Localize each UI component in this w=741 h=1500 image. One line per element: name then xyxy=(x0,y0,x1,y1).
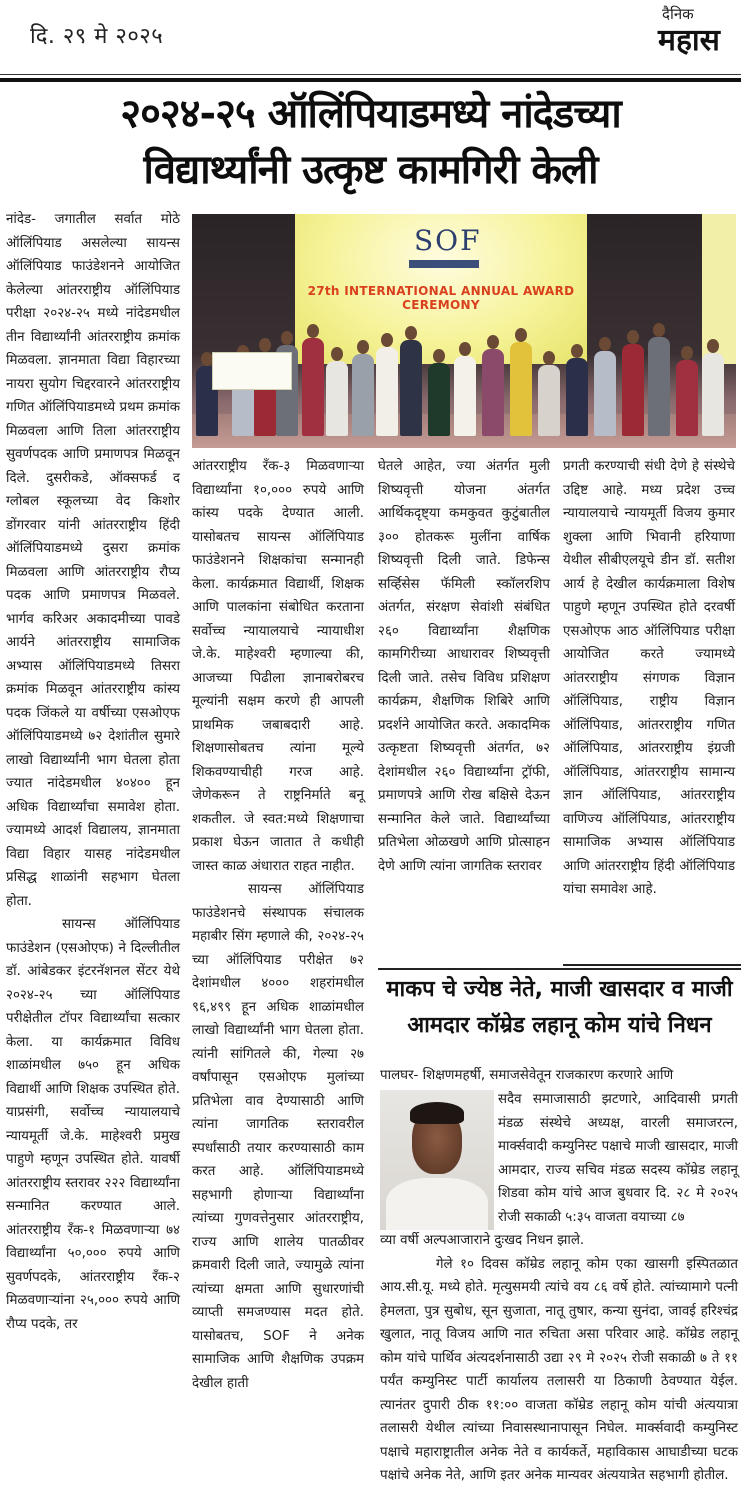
person-head xyxy=(599,337,611,351)
paragraph: नांदेड- जगातील सर्वात मोठे ऑलिंपियाड असलेल्या सायन्स ऑलिंपियाड फाउंडेशनने आयोजित केलेल्या आंतरराष्ट्रीय ऑलिंपियाड परीक्षा २०२४-२५ मध्ये नांदेडमधील तीन विद्यार्थ्यांनी आंतरराष्ट्रीय क्रमांक मिळवला. ज्ञानमाता विद्या विहारच्या नायरा सुयोग चिद्दरवारने आंतरराष्ट्रीय गणित ऑलिंपियाडमध्ये प्रथम क्रमांक मिळवला आणि तिला आंतरराष्ट्रीय सुवर्णपदक आणि प्रमाणपत्र मिळवून दिले. दुसरीकडे, ऑक्सफर्ड द ग्लोबल स्कूलच्या वेद किशोर डोंगरवार यांनी आंतरराष्ट्रीय हिंदी ऑलिंपियाडमध्ये दुसरा क्रमांक मिळवला आणि आंतरराष्ट्रीय रौप्य पदक आणि प्रमाणपत्र मिळवले. भार्गव करिअर अकादमीच्या पावडे आर्यने आंतरराष्ट्रीय सामाजिक अभ्यास ऑलिंपियाडमध्ये तिसरा क्रमांक मिळवून आंतरराष्ट्रीय कांस्य पदक जिंकले या वर्षीच्या एसओएफ ऑलिंपियाडमध्ये ७२ देशांतील सुमारे लाखो विद्यार्थ्यांनी भाग घेतला होता ज्यात नांदेडमधील ४०४०० हून अधिक विद्यार्थ्यांचा समावेश होता. ज्यामध्ये आदर्श विद्यालय, ज्ञानमाता विद्या विहार यासह नांदेडमधील प्रसिद्ध शाळांनी सहभाग घेतला होता. xyxy=(6,212,180,909)
headline-line-2: विद्यार्थ्यांनी उत्कृष्ट कामगिरी केली xyxy=(143,147,598,193)
person-figure xyxy=(538,365,560,436)
article-headline xyxy=(0,86,741,198)
person-head xyxy=(627,330,639,344)
paragraph: घेतले आहेत, ज्या अंतर्गत मुली शिष्यवृत्ती योजना अंतर्गत आर्थिकदृष्ट्या कमकुवत कुटुंबातील ३०० होतकरू मुलींना वार्षिक शिष्यवृत्ती दिली जाते. डिफेन्स सर्व्हिसेस फॅमिली स्कॉलरशिप अंतर्गत, संरक्षण सेवांशी संबंधित २६० विद्यार्थ्यांना शैक्षणिक कामगिरीच्या आधारावर शिष्यवृत्ती दिली जाते. तसेच विविध प्रशिक्षण कार्यक्रम, शैक्षणिक शिबिरे आणि प्रदर्शने आयोजित करते. अकादमिक उत्कृष्टता शिष्यवृत्ती अंतर्गत, ७२ देशांमधील २६० विद्यार्थ्यांना ट्रॉफी, प्रमाणपत्रे आणि रोख बक्षिसे देऊन सन्मानित केले जाते. विद्यार्थ्यांच्या प्रतिभेला ओळखणे आणि प्रोत्साहन देणे आणि त्यांना जागतिक स्तरावर xyxy=(378,459,550,874)
article-column-4 xyxy=(563,455,735,902)
masthead xyxy=(0,0,741,80)
person-head xyxy=(405,326,417,340)
sof-logo: SOF xyxy=(414,224,482,257)
person-head xyxy=(707,339,719,353)
person-head xyxy=(681,346,693,360)
person-figure xyxy=(510,342,532,436)
article-column-3 xyxy=(378,455,550,878)
prize-cheque xyxy=(212,352,292,390)
person-figure xyxy=(326,361,348,436)
person-head xyxy=(381,333,393,347)
person-head xyxy=(259,338,271,352)
person-head xyxy=(459,342,471,356)
ceremony-banner-text: 27th INTERNATIONAL ANNUAL AWARD CEREMONY xyxy=(307,284,575,312)
person-figure xyxy=(648,337,670,436)
article-column-2 xyxy=(192,455,364,1395)
person-figure xyxy=(454,356,476,436)
issue-date: दि. २९ मे २०२५ xyxy=(30,24,164,49)
obituary-headline-line-2: आमदार कॉम्रेड लहानू कोम यांचे निधन xyxy=(407,1013,712,1038)
paragraph: सायन्स ऑलिंपियाड फाउंडेशनचे संस्थापक संचालक महाबीर सिंग म्हणाले की, २०२४-२५ च्या ऑलिंपियाड परीक्षेत ७२ देशांमधील ४००० शहरांमधील ९६,४९९ हून अधिक शाळांमधील लाखो विद्यार्थ्यांनी भाग घेतला होता. त्यांनी सांगितले की, गेल्या २७ वर्षांपासून एसओएफ मुलांच्या प्रतिभेला वाव देण्यासाठी आणि त्यांना जागतिक स्तरावरील स्पर्धांसाठी तयार करण्यासाठी काम करत आहे. ऑलिंपियाडमध्ये सहभागी होणाऱ्या विद्यार्थ्यांना त्यांच्या गुणवत्तेनुसार आंतरराष्ट्रीय, राज्य आणि शालेय पातळीवर क्रमवारी दिली जाते, ज्यामुळे त्यांना त्यांच्या क्षमता आणि सुधारणांची व्याप्ती समजण्यास मदत होते. यासोबतच, SOF ने अनेक सामाजिक आणि शैक्षणिक उपक्रम देखील हाती xyxy=(192,882,364,1391)
obituary-body xyxy=(380,1229,738,1488)
masthead-rule-thick xyxy=(0,78,741,82)
person-head xyxy=(331,347,343,361)
person-head xyxy=(515,328,527,342)
obituary-lead: पालघर- शिक्षणमहर्षी, समाजसेवेतून राजकारण करणारे आणि xyxy=(380,1068,674,1083)
person-figure xyxy=(566,358,588,436)
article-divider xyxy=(378,968,741,970)
person-head xyxy=(433,349,445,363)
person-head xyxy=(281,331,293,345)
column-divider xyxy=(563,964,741,966)
person-head xyxy=(543,351,555,365)
person-figure xyxy=(376,347,398,436)
person-head xyxy=(653,323,665,337)
paragraph: प्रगती करण्याची संधी देणे हे संस्थेचे उद्दिष्ट आहे. मध्य प्रदेश उच्च न्यायालयाचे न्यायमूर्ती विजय कुमार शुक्ला आणि भिवानी हरियाणा येथील सीबीएलयूचे डीन डॉ. सतीश आर्य हे देखील कार्यक्रमाला विशेष पाहुणे म्हणून उपस्थित होते दरवर्षी एसओएफ आठ ऑलिंपियाड परीक्षा आयोजित करते ज्यामध्ये आंतरराष्ट्रीय संगणक विज्ञान ऑलिंपियाड, राष्ट्रीय विज्ञान ऑलिंपियाड, आंतरराष्ट्रीय गणित ऑलिंपियाड, आंतरराष्ट्रीय इंग्रजी ऑलिंपियाड, आंतरराष्ट्रीय सामान्य ज्ञान ऑलिंपियाड, आंतरराष्ट्रीय वाणिज्य ऑलिंपियाड, आंतरराष्ट्रीय सामाजिक अभ्यास ऑलिंपियाड आणि आंतरराष्ट्रीय हिंदी ऑलिंपियाड यांचा समावेश आहे. xyxy=(563,459,735,897)
obituary-side-text: सदैव समाजासाठी झटणारे, आदिवासी प्रगती मंडळ संस्थेचे अध्यक्ष, वारली समाजरत्न, मार्क्सवादी कम्युनिस्ट पक्षाचे माजी खासदार, माजी आमदार, राज्य सचिव मंडळ सदस्य कॉम्रेड लहानू शिडवा कोम यांचे आज बुधवार दि. २८ मे २०२५ रोजी सकाळी ५:३५ वाजता वयाच्या ८७ xyxy=(498,1092,738,1225)
paragraph: व्या वर्षी अल्पआजाराने दुःखद निधन झाले. xyxy=(380,1233,585,1248)
person-figure xyxy=(428,363,450,436)
article-column-1 xyxy=(6,208,180,1336)
person-figure xyxy=(302,338,324,436)
person-head xyxy=(571,344,583,358)
person-head xyxy=(357,340,369,354)
person-figure xyxy=(400,340,422,436)
paragraph: सायन्स ऑलिंपियाड फाउंडेशन (एसओएफ) ने दिल्लीतील डॉ. आंबेडकर इंटरनॅशनल सेंटर येथे २०२४-२५ च्या ऑलिंपियाड परीक्षेतील टॉपर विद्यार्थ्यांचा सत्कार केला. या कार्यक्रमात विविध शाळांमधील ७५० हून अधिक विद्यार्थी आणि शिक्षक उपस्थित होते. याप्रसंगी, सर्वोच्च न्यायालयाचे न्यायमूर्ती जे.के. माहेश्वरी प्रमुख पाहुणे म्हणून उपस्थित होते. यावर्षी आंतरराष्ट्रीय स्तरावर २२२ विद्यार्थ्यांना सन्मानित करण्यात आले. आंतरराष्ट्रीय रँक-१ मिळवणाऱ्या ७४ विद्यार्थ्यांना ५०,००० रुपये आणि सुवर्णपदके, आंतरराष्ट्रीय रँक-२ मिळवणाऱ्यांना २५,००० रुपये आणि रौप्य पदके, तर xyxy=(6,917,180,1332)
person-figure xyxy=(702,353,724,436)
award-ceremony-photo xyxy=(192,214,736,448)
person-figure xyxy=(676,360,698,436)
obituary-headline-line-1: माकप चे ज्येष्ठ नेते, माजी खासदार व माजी xyxy=(386,977,733,1002)
person-figure xyxy=(594,351,616,436)
person-figure xyxy=(622,344,644,436)
obituary-headline xyxy=(378,972,741,1044)
person-head xyxy=(307,324,319,338)
portrait-hair xyxy=(410,1102,464,1124)
person-figure xyxy=(482,349,504,436)
sof-tagline-bar xyxy=(409,260,479,268)
person-head xyxy=(487,335,499,349)
headline-line-1: २०२४-२५ ऑलिंपियाडमध्ये नांदेडच्या xyxy=(120,91,621,137)
newspaper-name-prefix: दैनिक xyxy=(662,5,694,23)
newspaper-logo: महास xyxy=(658,23,720,58)
paragraph: गेले १० दिवस कॉम्रेड लहानू कोम एका खासगी इस्पितळात आय.सी.यू. मध्ये होते. मृत्युसमयी त्यांचे वय ८६ वर्षे होते. त्यांच्यामागे पत्नी हेमलता, पुत्र सुबोध, सून सुजाता, नातू तुषार, कन्या सुनंदा, जावई हरिश्चंद्र खुलात, नातू विजय आणि नात रुचिता असा परिवार आहे. कॉम्रेड लहानू कोम यांचे पार्थिव अंत्यदर्शनासाठी उद्या २९ मे २०२५ रोजी सकाळी ७ ते ११ पर्यंत कम्युनिस्ट पार्टी कार्यालय तलासरी या ठिकाणी ठेवण्यात येईल. त्यानंतर दुपारी ठीक ११:०० वाजता कॉम्रेड लहानू कोम यांची अंत्ययात्रा तलासरी येथील त्यांच्या निवासस्थानापासून निघेल. मार्क्सवादी कम्युनिस्ट पक्षाचे महाराष्ट्रातील अनेक नेते व कार्यकर्ते, महाविकास आघाडीच्या घटक पक्षांचे अनेक नेते, आणि इतर अनेक मान्यवर अंत्ययात्रेत सहभागी होतील. xyxy=(380,1256,738,1483)
paragraph: आंतरराष्ट्रीय रँक-३ मिळवणाऱ्या विद्यार्थ्यांना १०,००० रुपये आणि कांस्य पदके देण्यात आली. यासोबतच सायन्स ऑलिंपियाड फाउंडेशनने शिक्षकांचा सन्मानही केला. कार्यक्रमात विद्यार्थी, शिक्षक आणि पालकांना संबोधित करताना सर्वोच्च न्यायालयाचे न्यायाधीश जे.के. माहेश्वरी म्हणाल्या की, आजच्या पिढीला ज्ञानाबरोबरच मूल्यांनी सक्षम करणे ही आपली प्राथमिक जबाबदारी आहे. शिक्षणासोबतच त्यांना मूल्ये शिकवण्याचीही गरज आहे. जेणेकरून ते राष्ट्रनिर्माते बनू शकतील. जे स्वत:मध्ये शिक्षणाचा प्रकाश घेऊन जातात ते कधीही जास्त काळ अंधारात राहत नाहीत. xyxy=(192,459,364,874)
masthead-rule-thin xyxy=(0,74,741,75)
person-figure xyxy=(352,354,374,436)
portrait-shirt xyxy=(386,1178,488,1230)
obituary-portrait xyxy=(380,1090,494,1230)
